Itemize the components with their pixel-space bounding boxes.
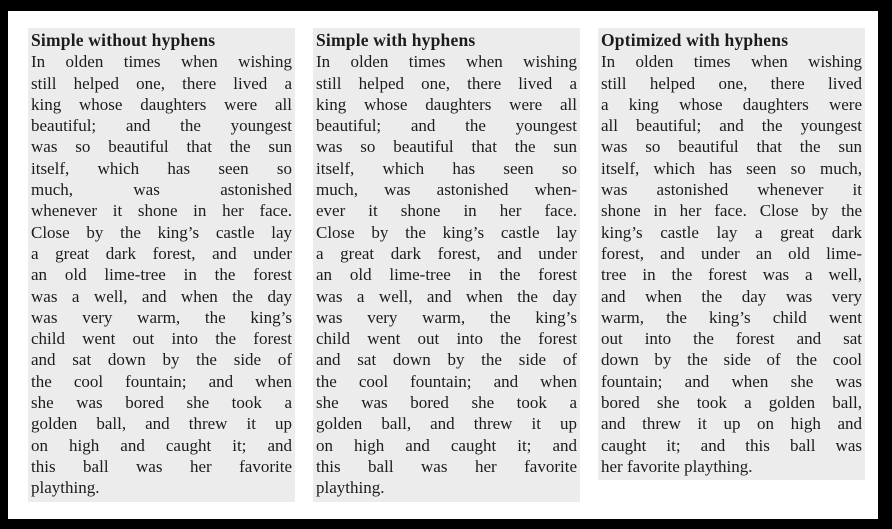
column-title-optimized-with-hyphens: Optimized with hyphens — [601, 30, 789, 50]
text-line: all beautiful; and the youngest — [601, 116, 862, 136]
text-line: king’s castle lay a great dark — [601, 222, 862, 242]
text-line: she was bored she took a — [316, 393, 577, 413]
text-line: king whose daughters were all — [316, 94, 577, 114]
text-line: was so beautiful that the sun — [601, 137, 862, 157]
text-line: was very warm, the king’s — [31, 307, 292, 327]
text-line: Close by the king’s castle lay — [31, 222, 292, 242]
text-line: the cool fountain; and when — [316, 371, 577, 391]
text-line: was astonished whenever it — [601, 180, 862, 200]
text-line: much, was astonished — [31, 180, 292, 200]
text-line: golden ball, and threw it up — [31, 414, 292, 434]
text-line: a great dark forest, and under — [31, 243, 292, 263]
text-line: In olden times when wishing — [31, 52, 292, 72]
text-line: warm, the king’s child went — [601, 307, 862, 327]
text-line: golden ball, and threw it up — [316, 414, 577, 434]
text-line: shone in her face. Close by the — [601, 201, 862, 221]
text-line: caught it; and this ball was — [601, 435, 862, 455]
text-line: an old lime-tree in the forest — [316, 265, 577, 285]
text-line: was so beautiful that the sun — [316, 137, 577, 157]
column-simple-without-hyphens — [28, 28, 295, 502]
column-title-simple-with-hyphens: Simple with hyphens — [316, 30, 476, 50]
text-line: beautiful; and the youngest — [316, 116, 577, 136]
text-line: plaything. — [31, 478, 100, 498]
text-line: her favorite plaything. — [601, 456, 753, 476]
text-line: ever it shone in her face. — [316, 201, 577, 221]
text-line: tree in the forest was a well, — [601, 265, 862, 285]
text-line: itself, which has seen so — [31, 158, 292, 178]
text-line: still helped one, there lived — [601, 73, 862, 93]
text-line: much, was astonished when- — [316, 180, 577, 200]
text-line: on high and caught it; and — [31, 435, 292, 455]
text-line: In olden times when wishing — [316, 52, 577, 72]
text-line: beautiful; and the youngest — [31, 116, 292, 136]
text-line: was very warm, the king’s — [316, 307, 577, 327]
text-line: child went out into the forest — [316, 329, 577, 349]
text-line: and when the day was very — [601, 286, 862, 306]
text-line: plaything. — [316, 478, 385, 498]
text-line: on high and caught it; and — [316, 435, 577, 455]
text-line: out into the forest and sat — [601, 329, 862, 349]
column-optimized-with-hyphens — [598, 28, 865, 480]
text-line: still helped one, there lived a — [316, 73, 577, 93]
text-line: this ball was her favorite — [31, 456, 292, 476]
text-line: was a well, and when the day — [316, 286, 577, 306]
column-simple-with-hyphens — [313, 28, 580, 502]
text-line: a king whose daughters were — [601, 94, 862, 114]
text-line: still helped one, there lived a — [31, 73, 292, 93]
text-line: a great dark forest, and under — [316, 243, 577, 263]
text-line: fountain; and when she was — [601, 371, 862, 391]
column-body — [31, 51, 292, 498]
text-line: In olden times when wishing — [601, 52, 862, 72]
text-line: down by the side of the cool — [601, 350, 862, 370]
text-line: was a well, and when the day — [31, 286, 292, 306]
text-line: this ball was her favorite — [316, 456, 577, 476]
column-body — [316, 51, 577, 498]
text-line: she was bored she took a — [31, 393, 292, 413]
text-line: itself, which has seen so — [316, 158, 577, 178]
text-line: the cool fountain; and when — [31, 371, 292, 391]
column-body — [601, 51, 862, 477]
text-line: itself, which has seen so much, — [601, 158, 862, 178]
text-line: king whose daughters were all — [31, 94, 292, 114]
page-canvas — [8, 11, 878, 519]
text-line: was so beautiful that the sun — [31, 137, 292, 157]
text-line: forest, and under an old lime- — [601, 243, 862, 263]
text-line: and sat down by the side of — [31, 350, 292, 370]
text-line: and threw it up on high and — [601, 414, 862, 434]
column-title-simple-without-hyphens: Simple without hyphens — [31, 30, 216, 50]
text-line: an old lime-tree in the forest — [31, 265, 292, 285]
text-line: bored she took a golden ball, — [601, 393, 862, 413]
text-line: whenever it shone in her face. — [31, 201, 292, 221]
text-line: and sat down by the side of — [316, 350, 577, 370]
text-line: Close by the king’s castle lay — [316, 222, 577, 242]
text-line: child went out into the forest — [31, 329, 292, 349]
